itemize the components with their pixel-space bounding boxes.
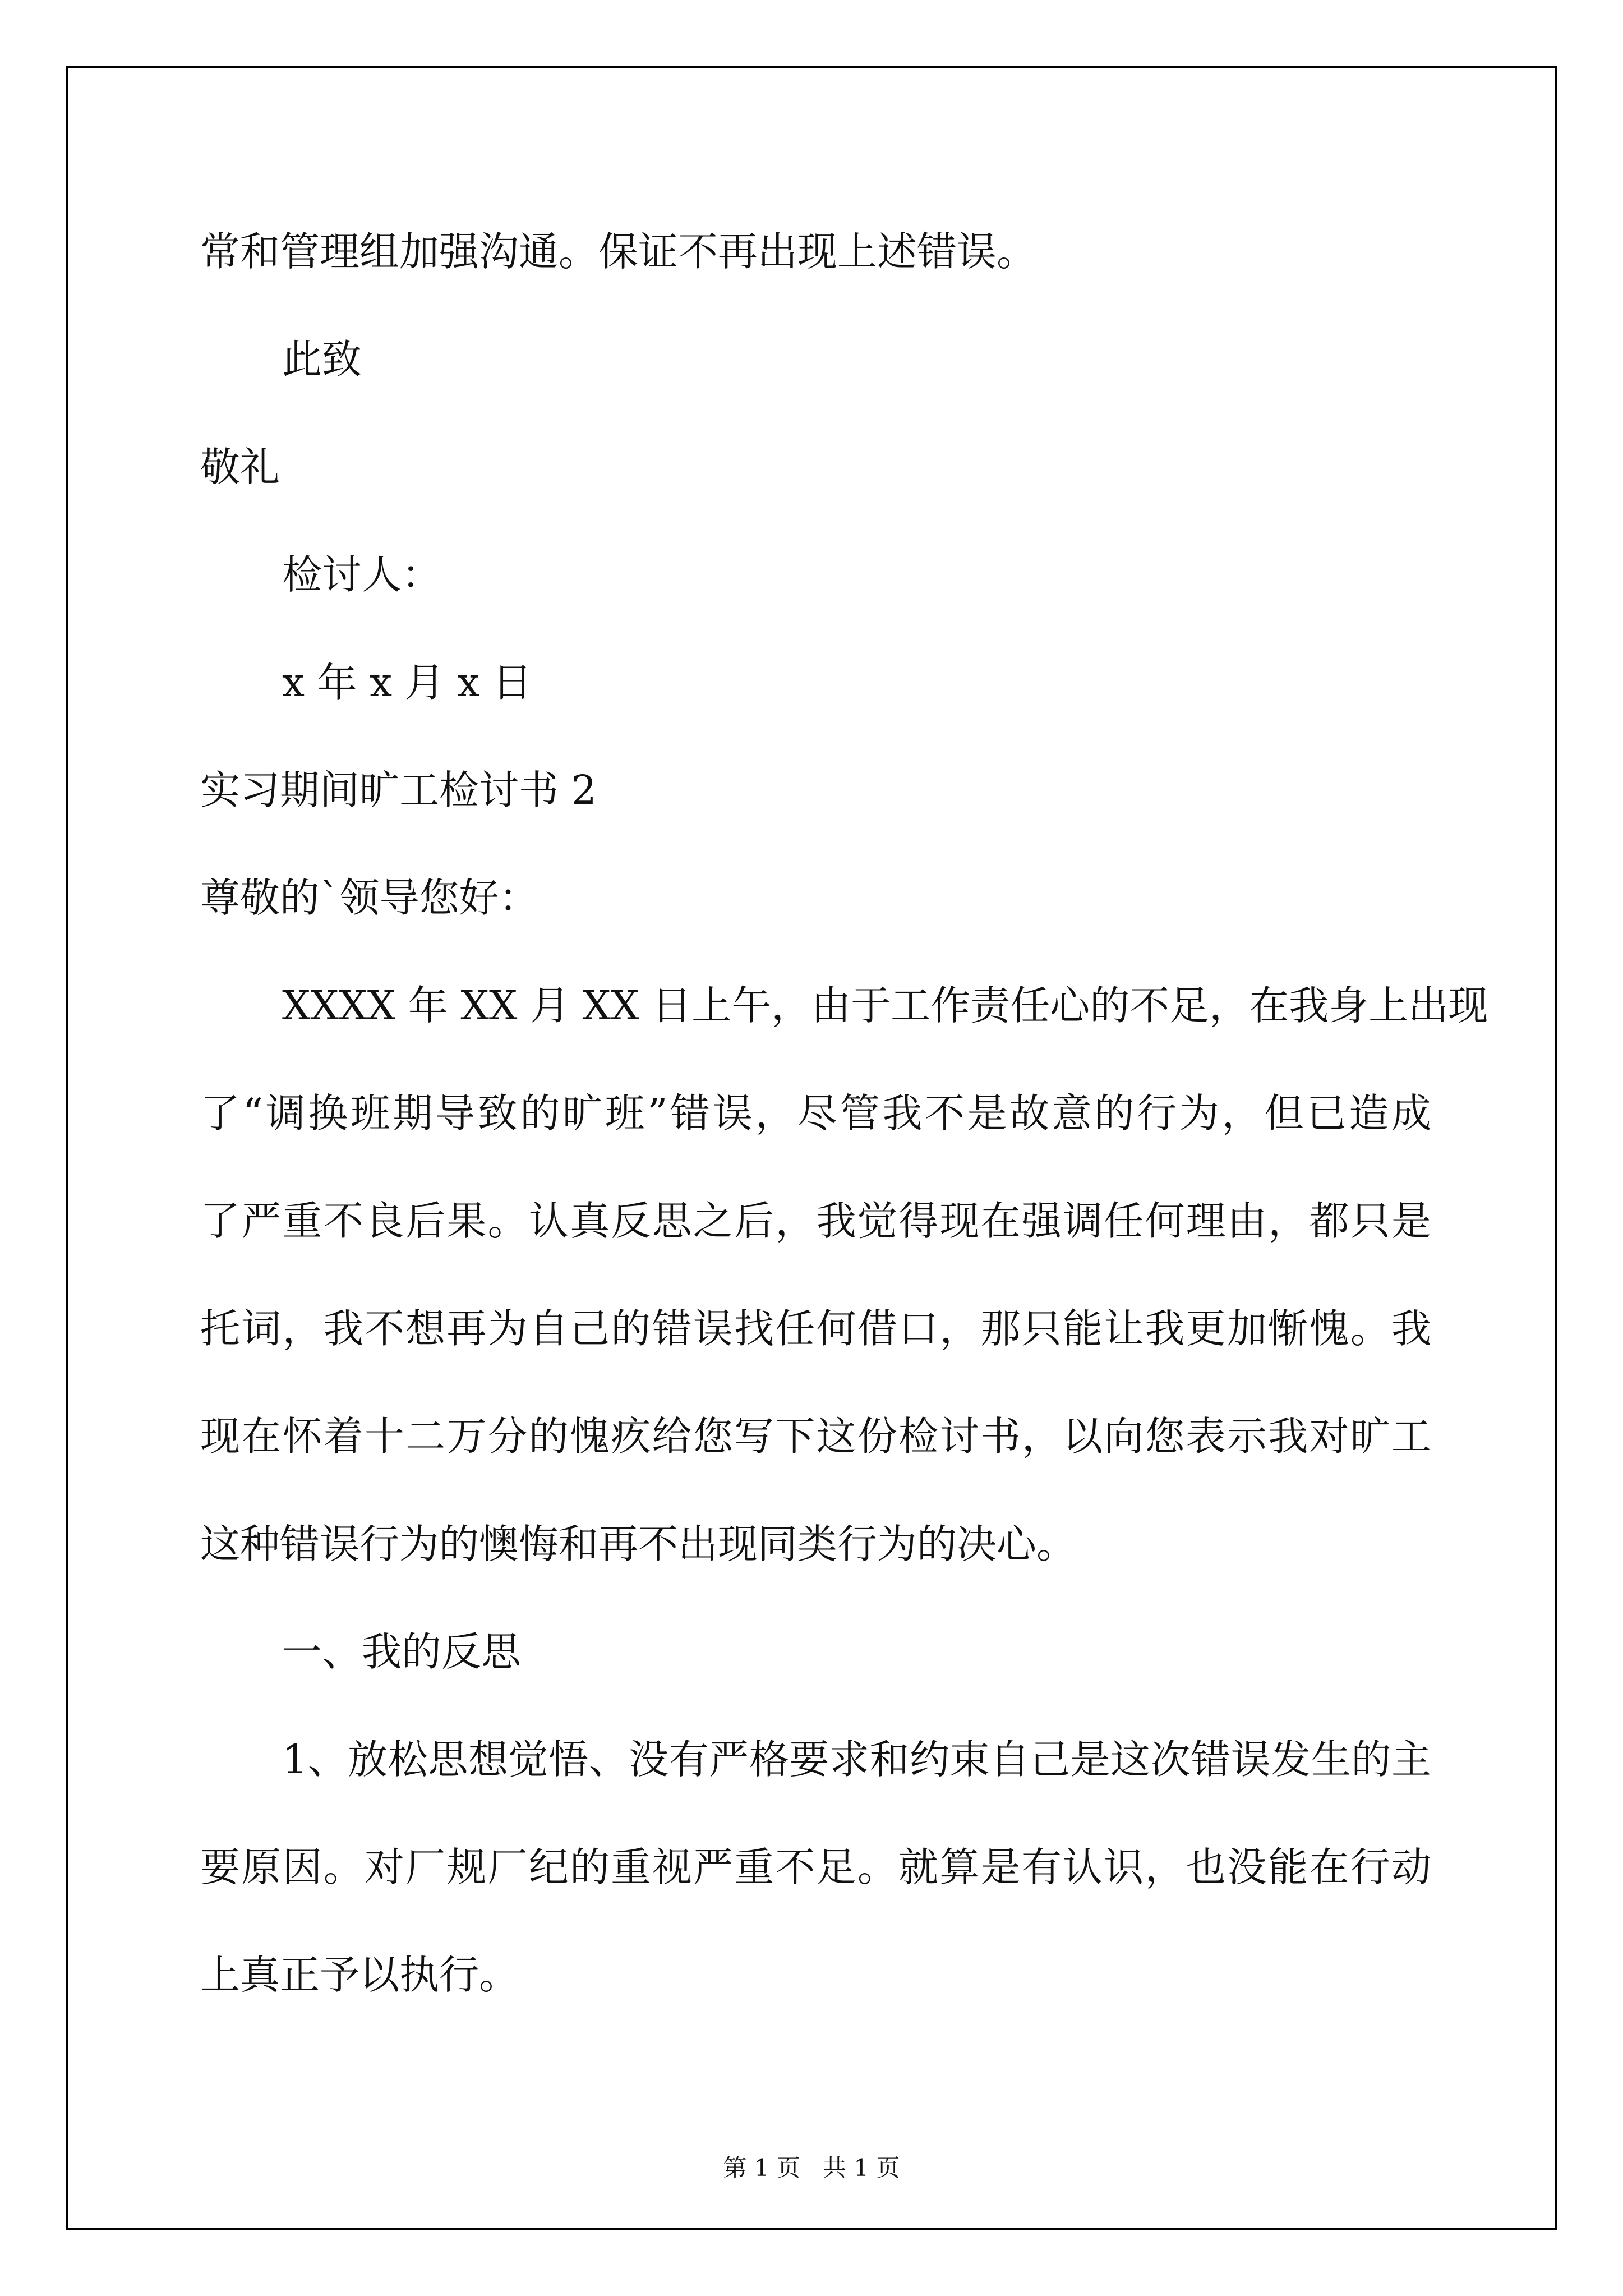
section-heading: 一、我的反思 [282, 1628, 522, 1675]
greeting: 尊敬的`领导您好： [200, 875, 539, 921]
page-border [66, 66, 1557, 2230]
closing-salutation: 此致 [282, 336, 362, 383]
paragraph-line: 托词，我不想再为自己的错误找任何借口，那只能让我更加惭愧。我 [200, 1305, 1431, 1352]
signature-label: 检讨人： [282, 551, 442, 598]
paragraph-line: 常和管理组加强沟通。保证不再出现上述错误。 [200, 228, 1037, 275]
paragraph-line: 1、放松思想觉悟、没有严格要求和约束自己是这次错误发生的主 [282, 1736, 1431, 1783]
paragraph-line: 现在怀着十二万分的愧疚给您写下这份检讨书，以向您表示我对旷工 [200, 1413, 1431, 1460]
section-title: 实习期间旷工检讨书 2 [200, 767, 597, 813]
date-line: x 年 x 月 x 日 [282, 659, 532, 706]
page-footer: 第 1 页 共 1 页 [723, 2154, 900, 2182]
paragraph-line: 这种错误行为的懊悔和再不出现同类行为的决心。 [200, 1521, 1077, 1567]
closing-regards: 敬礼 [200, 444, 280, 490]
paragraph-line: XXXX 年 XX 月 XX 日上午，由于工作责任心的不足，在我身上出现 [282, 982, 1488, 1029]
paragraph-line: 要原因。对厂规厂纪的重视严重不足。就算是有认识，也没能在行动 [200, 1844, 1431, 1890]
paragraph-line: 上真正予以执行。 [200, 1952, 519, 1998]
paragraph-line: 了“调换班期导致的旷班”错误，尽管我不是故意的行为，但已造成 [200, 1090, 1431, 1137]
paragraph-line: 了严重不良后果。认真反思之后，我觉得现在强调任何理由，都只是 [200, 1198, 1431, 1244]
